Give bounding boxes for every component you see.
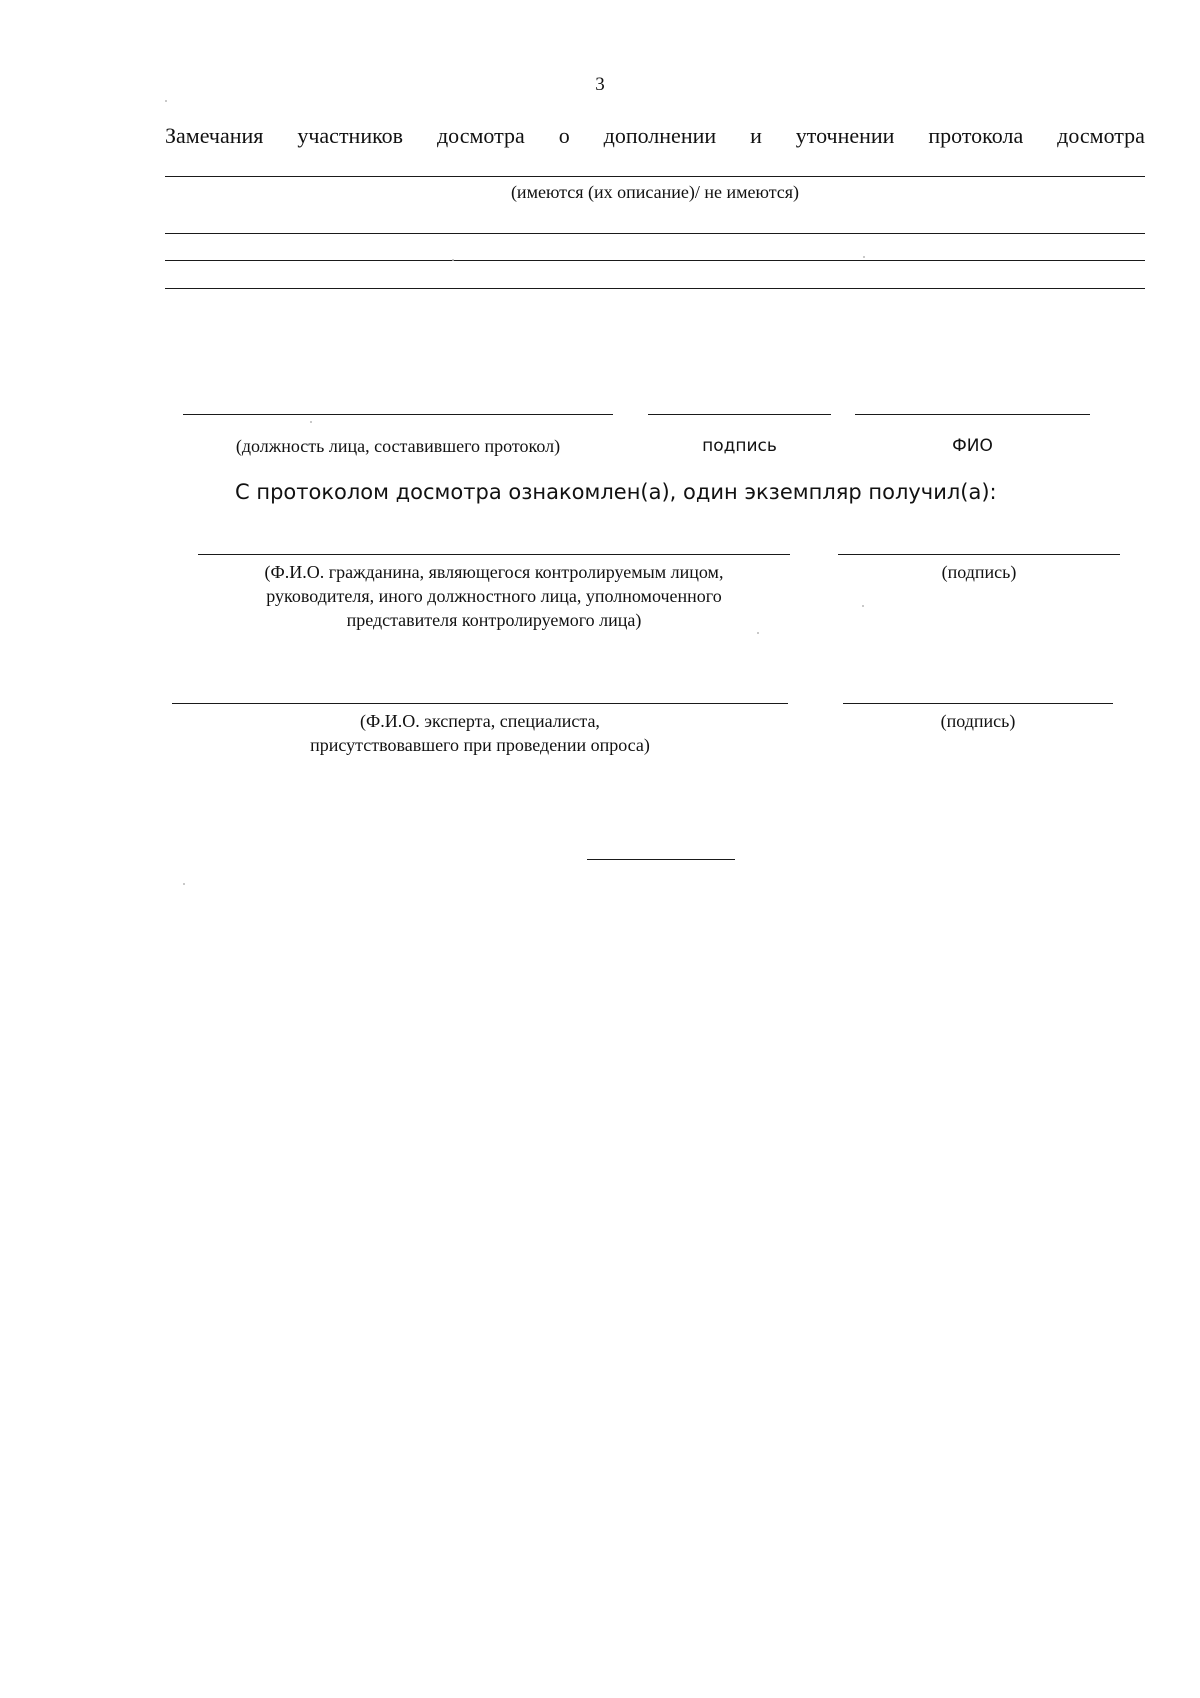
remarks-heading-word: участников [297,123,404,148]
author-name-line [855,414,1090,415]
remarks-heading-word: досмотра [1057,123,1145,148]
expert-caption [172,709,788,757]
author-signature-caption: подпись [702,436,777,456]
expert-caption-line: присутствовавшего при проведении опроса) [310,735,650,755]
remarks-heading-word: о [558,123,570,148]
scan-speck [452,259,454,261]
scan-speck [862,605,864,607]
scan-speck [757,632,759,634]
remarks-heading-word: досмотра [436,123,525,148]
remarks-line-2 [165,233,1145,234]
controlled-person-name-line [198,554,790,555]
remarks-heading-word: и [750,123,762,148]
expert-name-line [172,703,788,704]
remarks-heading-word: дополнении [603,123,717,148]
expert-signature-line [843,703,1113,704]
remarks-heading-word: протокола [928,123,1024,148]
controlled-person-caption-line: руководителя, иного должностного лица, уполномоченного [266,586,722,606]
remarks-hint: (имеются (их описание)/ не имеются) [510,182,800,202]
end-separator [587,859,735,860]
scan-speck [165,100,167,102]
remarks-heading-word: уточнении [795,123,895,148]
expert-caption-line: (Ф.И.О. эксперта, специалиста, [360,711,600,731]
acknowledgement-text: С протоколом досмотра ознакомлен(а), один экземпляр получил(а): [235,480,997,504]
controlled-person-signature-line [838,554,1120,555]
author-position-line [183,414,613,415]
scan-speck [310,421,312,423]
remarks-line-4 [165,288,1145,289]
page-number: 3 [595,74,605,95]
remarks-line-3 [165,260,1145,261]
scan-speck [183,883,185,885]
remarks-line-1 [165,176,1145,177]
controlled-person-caption-line: представителя контролируемого лица) [346,610,642,630]
author-position-caption: (должность лица, составившего протокол) [235,436,561,456]
controlled-person-caption [198,560,790,632]
expert-signature-caption: (подпись) [940,711,1016,731]
controlled-person-signature-caption: (подпись) [941,562,1017,582]
remarks-heading [165,123,1145,149]
author-name-caption: ФИО [952,436,993,456]
remarks-heading-word: Замечания [165,123,264,148]
author-signature-line [648,414,831,415]
scan-speck [863,256,865,258]
controlled-person-caption-line: (Ф.И.О. гражданина, являющегося контролируемым лицом, [264,562,724,582]
